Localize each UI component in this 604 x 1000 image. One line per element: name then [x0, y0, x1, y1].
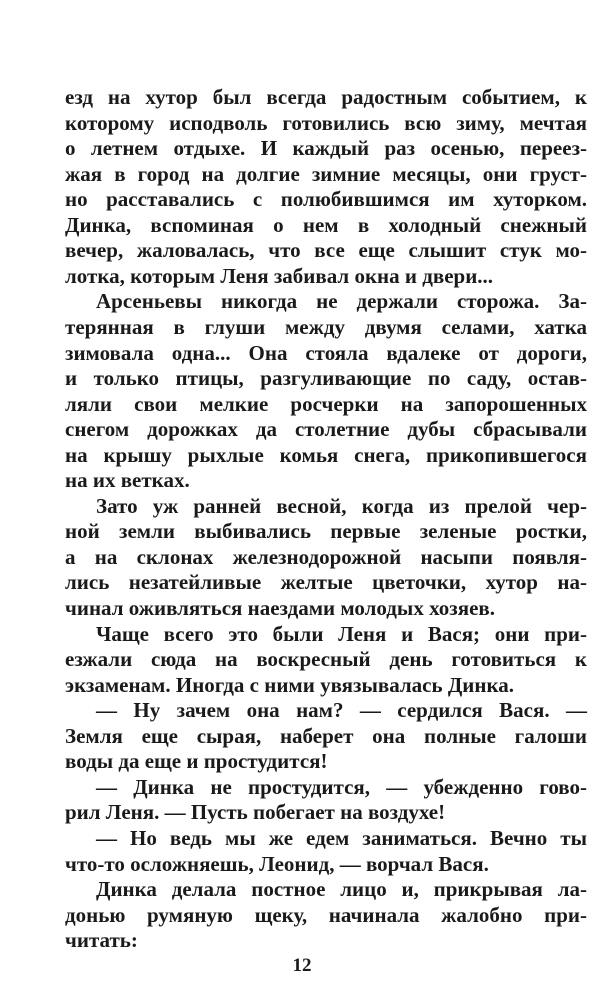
text-line: Динка делала постное лицо и, прикрывая ла-: [96, 877, 587, 902]
text-line: на их ветках.: [65, 468, 190, 493]
text-line: вечер, жаловалась, что все еще слышит стук мо-: [65, 238, 587, 263]
text-line: лотка, которым Леня забивал окна и двери...: [65, 263, 494, 288]
text-line: воды да еще и простудится!: [65, 749, 328, 774]
text-line: Земля еще сырая, наберет она полные галоши: [65, 723, 587, 748]
text-line: Чаще всего это были Леня и Вася; они при-: [96, 621, 587, 646]
text-line: Динка, вспоминая о нем в холодный снежный: [65, 212, 587, 237]
text-line: ляли свои мелкие росчерки на запорошенных: [65, 391, 587, 416]
text-line: лись незатейливые желтые цветочки, хутор на-: [65, 570, 587, 595]
text-line: чинал оживляться наездами молодых хозяев.: [65, 596, 495, 620]
text-line: что-то осложняешь, Леонид, — ворчал Вася.: [65, 851, 489, 876]
text-line: Арсеньевы никогда не держали сторожа. За-: [96, 289, 587, 314]
text-line: которому исподволь готовились всю зиму, мечтая: [65, 110, 587, 135]
text-line: зимовала одна... Она стояла вдалеке от дороги,: [65, 340, 587, 365]
text-line: и только птицы, разгуливающие по саду, остав-: [65, 366, 587, 391]
text-line: на крышу рыхлые комья снега, прикопившегося: [65, 442, 587, 467]
text-line: рил Леня. — Пусть побегает на воздухе!: [65, 800, 446, 825]
text-line: а на склонах железнодорожной насыпи появля-: [65, 544, 587, 569]
page-number: 12: [292, 955, 312, 976]
text-line: терянная в глуши между двумя селами, хатка: [65, 314, 587, 339]
text-line: читать:: [65, 928, 138, 953]
text-line: — Динка не простудится, — убежденно гово-: [96, 774, 587, 799]
text-line: езд на хутор был всегда радостным событием, к: [65, 85, 587, 109]
text-line: — Ну зачем она нам? — сердился Вася. —: [96, 698, 587, 723]
text-line: жая в город на долгие зимние месяцы, они груст-: [65, 161, 587, 186]
text-line: — Но ведь мы же едем заниматься. Вечно ты: [96, 825, 587, 850]
text-line: Зато уж ранней весной, когда из прелой чер-: [96, 493, 587, 518]
text-line: снегом дорожках да столетние дубы сбрасывали: [65, 417, 587, 442]
text-line: но расставались с полюбившимся им хуторком.: [65, 187, 587, 212]
text-line: экзаменам. Иногда с ними увязывалась Динка.: [65, 672, 515, 697]
text-line: донью румяную щеку, начинала жалобно при-: [65, 902, 587, 927]
text-line: о летнем отдыхе. И каждый раз осенью, переез-: [65, 136, 587, 161]
text-line: ной земли выбивались первые зеленые ростки,: [65, 519, 587, 544]
text-line: езжали сюда на воскресный день готовиться к: [65, 647, 587, 672]
